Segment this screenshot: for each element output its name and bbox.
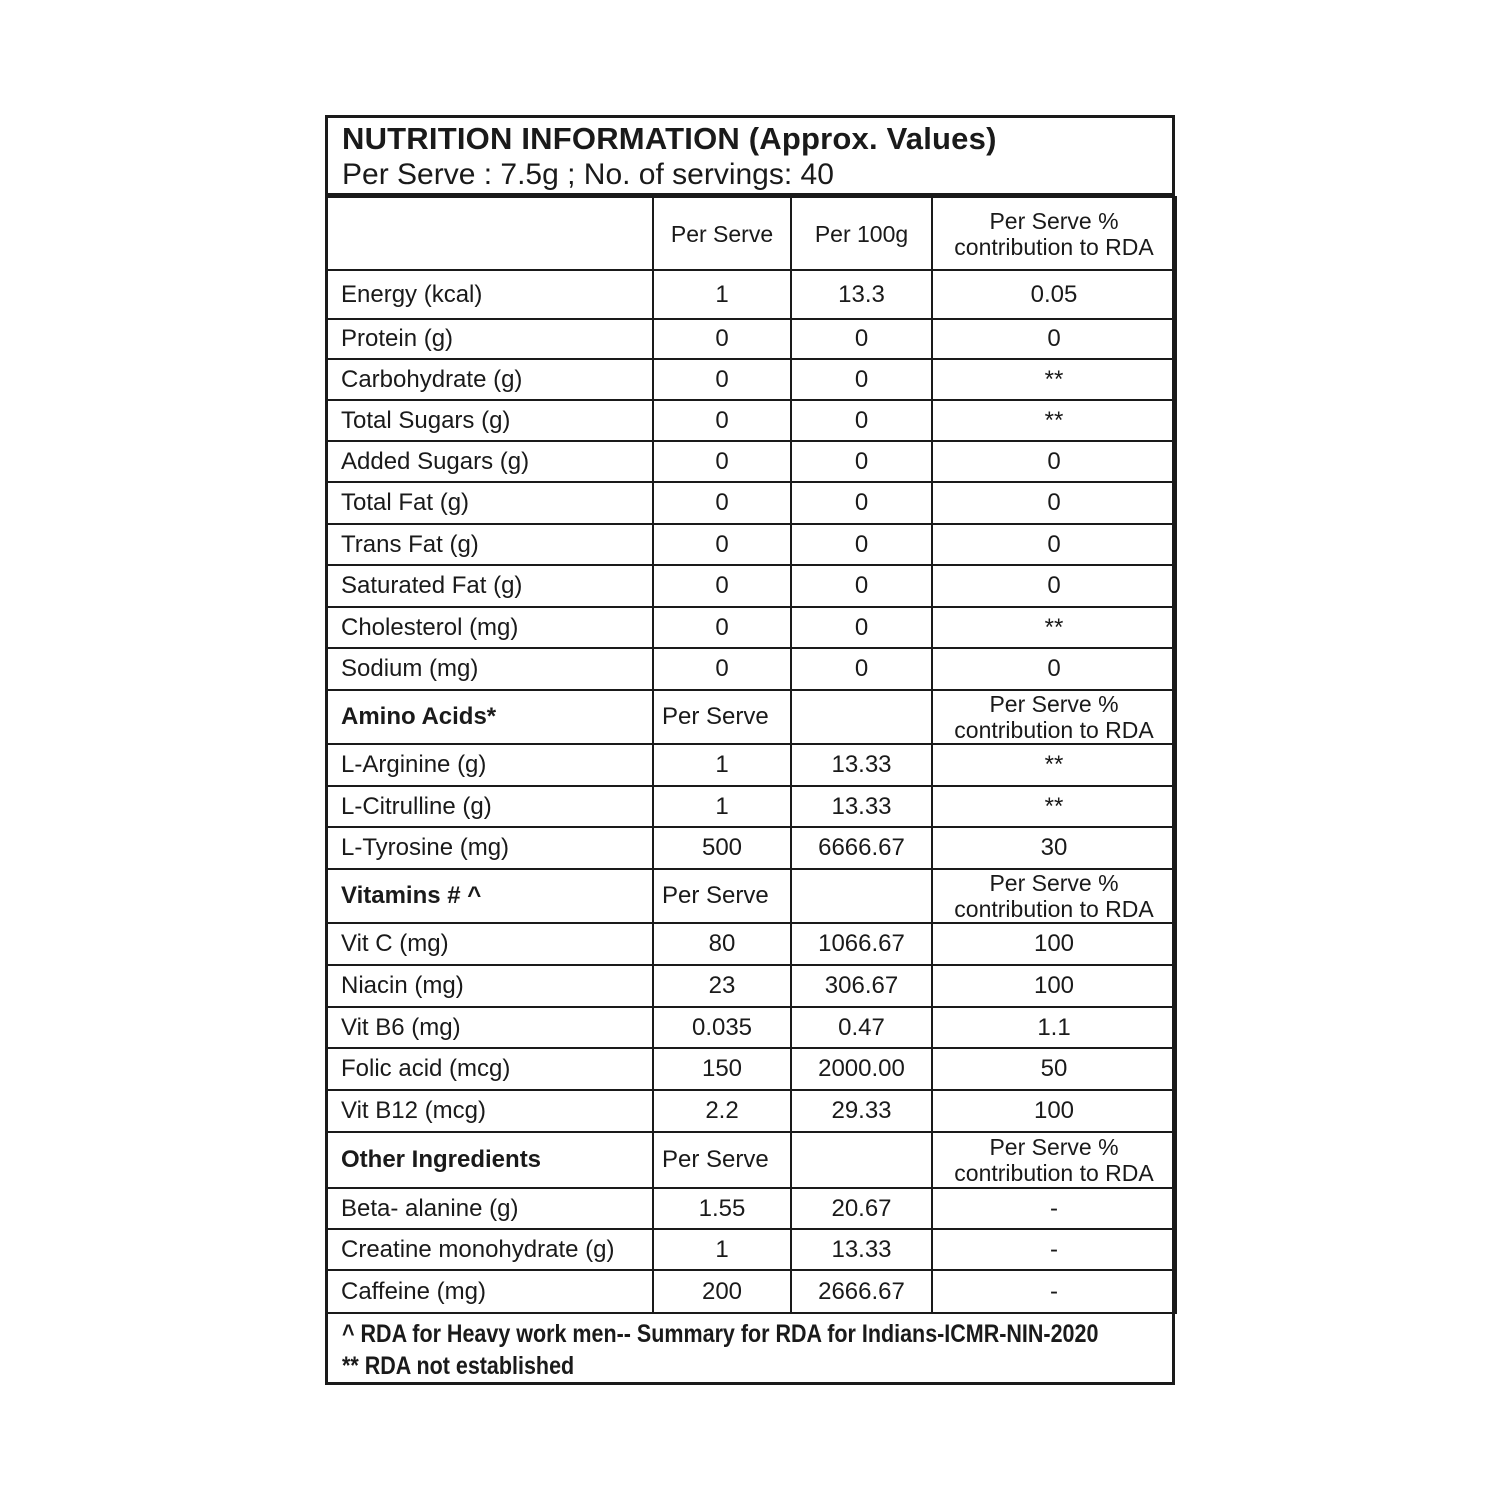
vitamin-per-100g: 1066.67 (791, 923, 932, 965)
nutrient-per-serve: 0 (653, 565, 791, 607)
footnote-rda-source: ^ RDA for Heavy work men-- Summary for RDA for Indians-ICMR-NIN-2020 (342, 1320, 1099, 1348)
nutrient-per-serve: 0 (653, 482, 791, 524)
nutrient-per-serve: 0 (653, 319, 791, 359)
vitamin-section-header (326, 869, 1176, 923)
amino-acid-per-serve: 500 (653, 827, 791, 869)
nutrient-per-100g: 0 (791, 607, 932, 648)
nutrient-per-100g: 0 (791, 648, 932, 690)
amino-acid-per-100g: 13.33 (791, 786, 932, 827)
vitamin-name: Vit B6 (mg) (326, 1007, 653, 1048)
amino-acid-row (326, 744, 1176, 786)
footnotes (328, 1314, 1172, 1382)
nutrient-row (326, 359, 1176, 400)
amino-acid-section-rda: Per Serve % contribution to RDA (932, 690, 1176, 744)
amino-acid-section-per-100g (791, 690, 932, 744)
column-header-name (326, 197, 653, 270)
nutrient-per-serve: 0 (653, 648, 791, 690)
amino-acid-name: L-Citrulline (g) (326, 786, 653, 827)
nutrient-per-100g: 0 (791, 400, 932, 441)
nutrient-per-100g: 0 (791, 482, 932, 524)
nutrient-row (326, 482, 1176, 524)
nutrient-name: Trans Fat (g) (326, 524, 653, 565)
nutrient-name: Energy (kcal) (326, 270, 653, 319)
nutrition-label (325, 115, 1175, 1385)
vitamin-per-100g: 29.33 (791, 1090, 932, 1132)
nutrient-rda: 0 (932, 482, 1176, 524)
other-ingredient-section-header (326, 1132, 1176, 1188)
other-ingredient-per-100g: 20.67 (791, 1188, 932, 1229)
vitamin-section-title: Vitamins # ^ (326, 869, 653, 923)
vitamin-row (326, 1048, 1176, 1090)
other-ingredient-section-per-serve: Per Serve (653, 1132, 791, 1188)
nutrient-per-100g: 0 (791, 319, 932, 359)
other-ingredient-name: Beta- alanine (g) (326, 1188, 653, 1229)
vitamin-rda: 1.1 (932, 1007, 1176, 1048)
vitamin-per-100g: 306.67 (791, 965, 932, 1007)
other-ingredient-rda: - (932, 1188, 1176, 1229)
amino-acid-rda: ** (932, 786, 1176, 827)
nutrient-name: Cholesterol (mg) (326, 607, 653, 648)
other-ingredient-name: Caffeine (mg) (326, 1270, 653, 1313)
nutrient-row (326, 319, 1176, 359)
amino-acid-section-header (326, 690, 1176, 744)
vitamin-name: Vit B12 (mcg) (326, 1090, 653, 1132)
other-ingredient-per-100g: 2666.67 (791, 1270, 932, 1313)
vitamin-name: Vit C (mg) (326, 923, 653, 965)
amino-acid-name: L-Tyrosine (mg) (326, 827, 653, 869)
column-header-row (326, 197, 1176, 270)
nutrient-rda: 0.05 (932, 270, 1176, 319)
nutrient-per-serve: 0 (653, 441, 791, 482)
other-ingredient-per-serve: 200 (653, 1270, 791, 1313)
vitamin-per-serve: 150 (653, 1048, 791, 1090)
nutrient-rda: 0 (932, 565, 1176, 607)
nutrient-rda: 0 (932, 648, 1176, 690)
amino-acid-name: L-Arginine (g) (326, 744, 653, 786)
nutrient-per-serve: 0 (653, 524, 791, 565)
vitamin-row (326, 923, 1176, 965)
other-ingredient-rda: - (932, 1229, 1176, 1270)
column-header-per-100g: Per 100g (791, 197, 932, 270)
nutrient-per-100g: 0 (791, 524, 932, 565)
vitamin-row (326, 1007, 1176, 1048)
other-ingredient-name: Creatine monohydrate (g) (326, 1229, 653, 1270)
amino-acid-rda: ** (932, 744, 1176, 786)
vitamin-rda: 100 (932, 923, 1176, 965)
footnote-rda-not-established: ** RDA not established (342, 1352, 575, 1380)
vitamin-section-rda: Per Serve % contribution to RDA (932, 869, 1176, 923)
other-ingredient-per-100g: 13.33 (791, 1229, 932, 1270)
nutrient-name: Sodium (mg) (326, 648, 653, 690)
nutrition-table (325, 196, 1177, 1314)
nutrient-row (326, 607, 1176, 648)
vitamin-rda: 50 (932, 1048, 1176, 1090)
nutrient-per-serve: 0 (653, 400, 791, 441)
amino-acid-row (326, 786, 1176, 827)
other-ingredient-row (326, 1188, 1176, 1229)
amino-acid-section-title: Amino Acids* (326, 690, 653, 744)
title-block (328, 118, 1172, 196)
nutrient-rda: 0 (932, 319, 1176, 359)
other-ingredient-section-title: Other Ingredients (326, 1132, 653, 1188)
nutrient-name: Added Sugars (g) (326, 441, 653, 482)
vitamin-per-serve: 2.2 (653, 1090, 791, 1132)
vitamin-per-serve: 80 (653, 923, 791, 965)
other-ingredient-row (326, 1270, 1176, 1313)
nutrient-per-serve: 1 (653, 270, 791, 319)
nutrient-row (326, 270, 1176, 319)
other-ingredient-per-serve: 1.55 (653, 1188, 791, 1229)
serving-info: Per Serve : 7.5g ; No. of servings: 40 (342, 158, 834, 191)
amino-acid-section-per-serve: Per Serve (653, 690, 791, 744)
amino-acid-per-serve: 1 (653, 786, 791, 827)
amino-acid-per-100g: 13.33 (791, 744, 932, 786)
nutrient-row (326, 441, 1176, 482)
other-ingredient-rda: - (932, 1270, 1176, 1313)
vitamin-per-100g: 0.47 (791, 1007, 932, 1048)
nutrient-name: Protein (g) (326, 319, 653, 359)
vitamin-section-per-serve: Per Serve (653, 869, 791, 923)
other-ingredient-section-rda: Per Serve % contribution to RDA (932, 1132, 1176, 1188)
vitamin-row (326, 965, 1176, 1007)
other-ingredient-section-per-100g (791, 1132, 932, 1188)
other-ingredient-row (326, 1229, 1176, 1270)
nutrient-name: Carbohydrate (g) (326, 359, 653, 400)
vitamin-name: Folic acid (mcg) (326, 1048, 653, 1090)
nutrient-per-serve: 0 (653, 607, 791, 648)
nutrient-rda: ** (932, 359, 1176, 400)
nutrient-name: Total Fat (g) (326, 482, 653, 524)
nutrient-per-100g: 0 (791, 441, 932, 482)
column-header-rda: Per Serve % contribution to RDA (932, 197, 1176, 270)
vitamin-rda: 100 (932, 1090, 1176, 1132)
nutrient-per-100g: 13.3 (791, 270, 932, 319)
amino-acid-rda: 30 (932, 827, 1176, 869)
vitamin-section-per-100g (791, 869, 932, 923)
nutrient-rda: ** (932, 400, 1176, 441)
nutrient-name: Total Sugars (g) (326, 400, 653, 441)
nutrient-rda: 0 (932, 524, 1176, 565)
vitamin-per-100g: 2000.00 (791, 1048, 932, 1090)
nutrient-per-100g: 0 (791, 359, 932, 400)
nutrient-per-serve: 0 (653, 359, 791, 400)
vitamin-name: Niacin (mg) (326, 965, 653, 1007)
amino-acid-per-serve: 1 (653, 744, 791, 786)
nutrient-per-100g: 0 (791, 565, 932, 607)
nutrient-rda: 0 (932, 441, 1176, 482)
vitamin-row (326, 1090, 1176, 1132)
vitamin-rda: 100 (932, 965, 1176, 1007)
nutrient-row (326, 565, 1176, 607)
column-header-per-serve: Per Serve (653, 197, 791, 270)
vitamin-per-serve: 0.035 (653, 1007, 791, 1048)
nutrient-row (326, 524, 1176, 565)
other-ingredient-per-serve: 1 (653, 1229, 791, 1270)
amino-acid-per-100g: 6666.67 (791, 827, 932, 869)
nutrient-rda: ** (932, 607, 1176, 648)
amino-acid-row (326, 827, 1176, 869)
label-title: NUTRITION INFORMATION (Approx. Values) (342, 121, 997, 156)
nutrient-row (326, 648, 1176, 690)
vitamin-per-serve: 23 (653, 965, 791, 1007)
nutrient-row (326, 400, 1176, 441)
nutrient-name: Saturated Fat (g) (326, 565, 653, 607)
